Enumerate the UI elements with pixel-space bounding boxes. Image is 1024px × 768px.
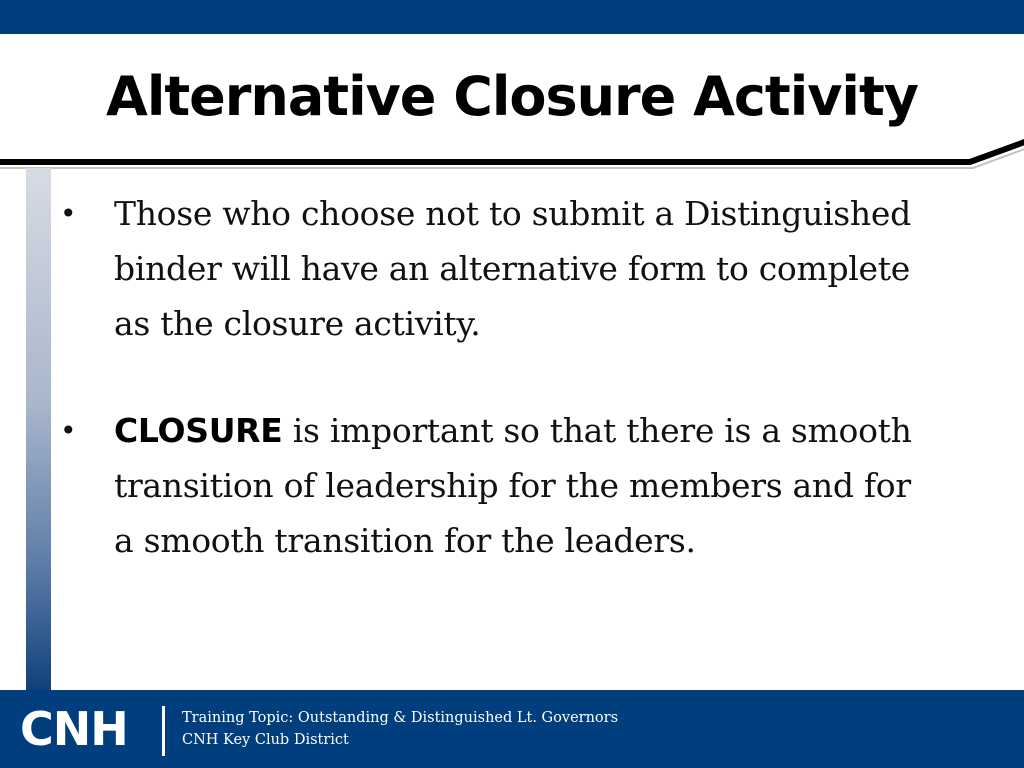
bullet-list <box>60 186 940 620</box>
bullet-text-closure: is important so that there is a smooth transition of leadership for the members and for a smooth transition for the leaders. <box>114 411 912 560</box>
footer-training-topic: Training Topic: Outstanding & Distinguished Lt. Governors <box>182 710 619 726</box>
cnh-logo: CNH <box>20 702 128 756</box>
closure-emphasis: CLOSURE <box>114 411 283 450</box>
left-accent-bar <box>26 168 51 692</box>
footer-district: CNH Key Club District <box>182 732 349 748</box>
footer-divider <box>162 706 165 756</box>
bullet-item-binder <box>60 186 940 351</box>
bullet-text-binder: Those who choose not to submit a Distinguished binder will have an alternative form to complete as the closure activity. <box>114 194 911 343</box>
footer-text <box>182 707 618 751</box>
bullet-marker: • <box>60 197 77 230</box>
bullet-marker: • <box>60 414 77 447</box>
footer-bar <box>0 690 1024 768</box>
slide-title: Alternative Closure Activity <box>106 65 918 128</box>
bullet-item-closure <box>60 403 940 568</box>
